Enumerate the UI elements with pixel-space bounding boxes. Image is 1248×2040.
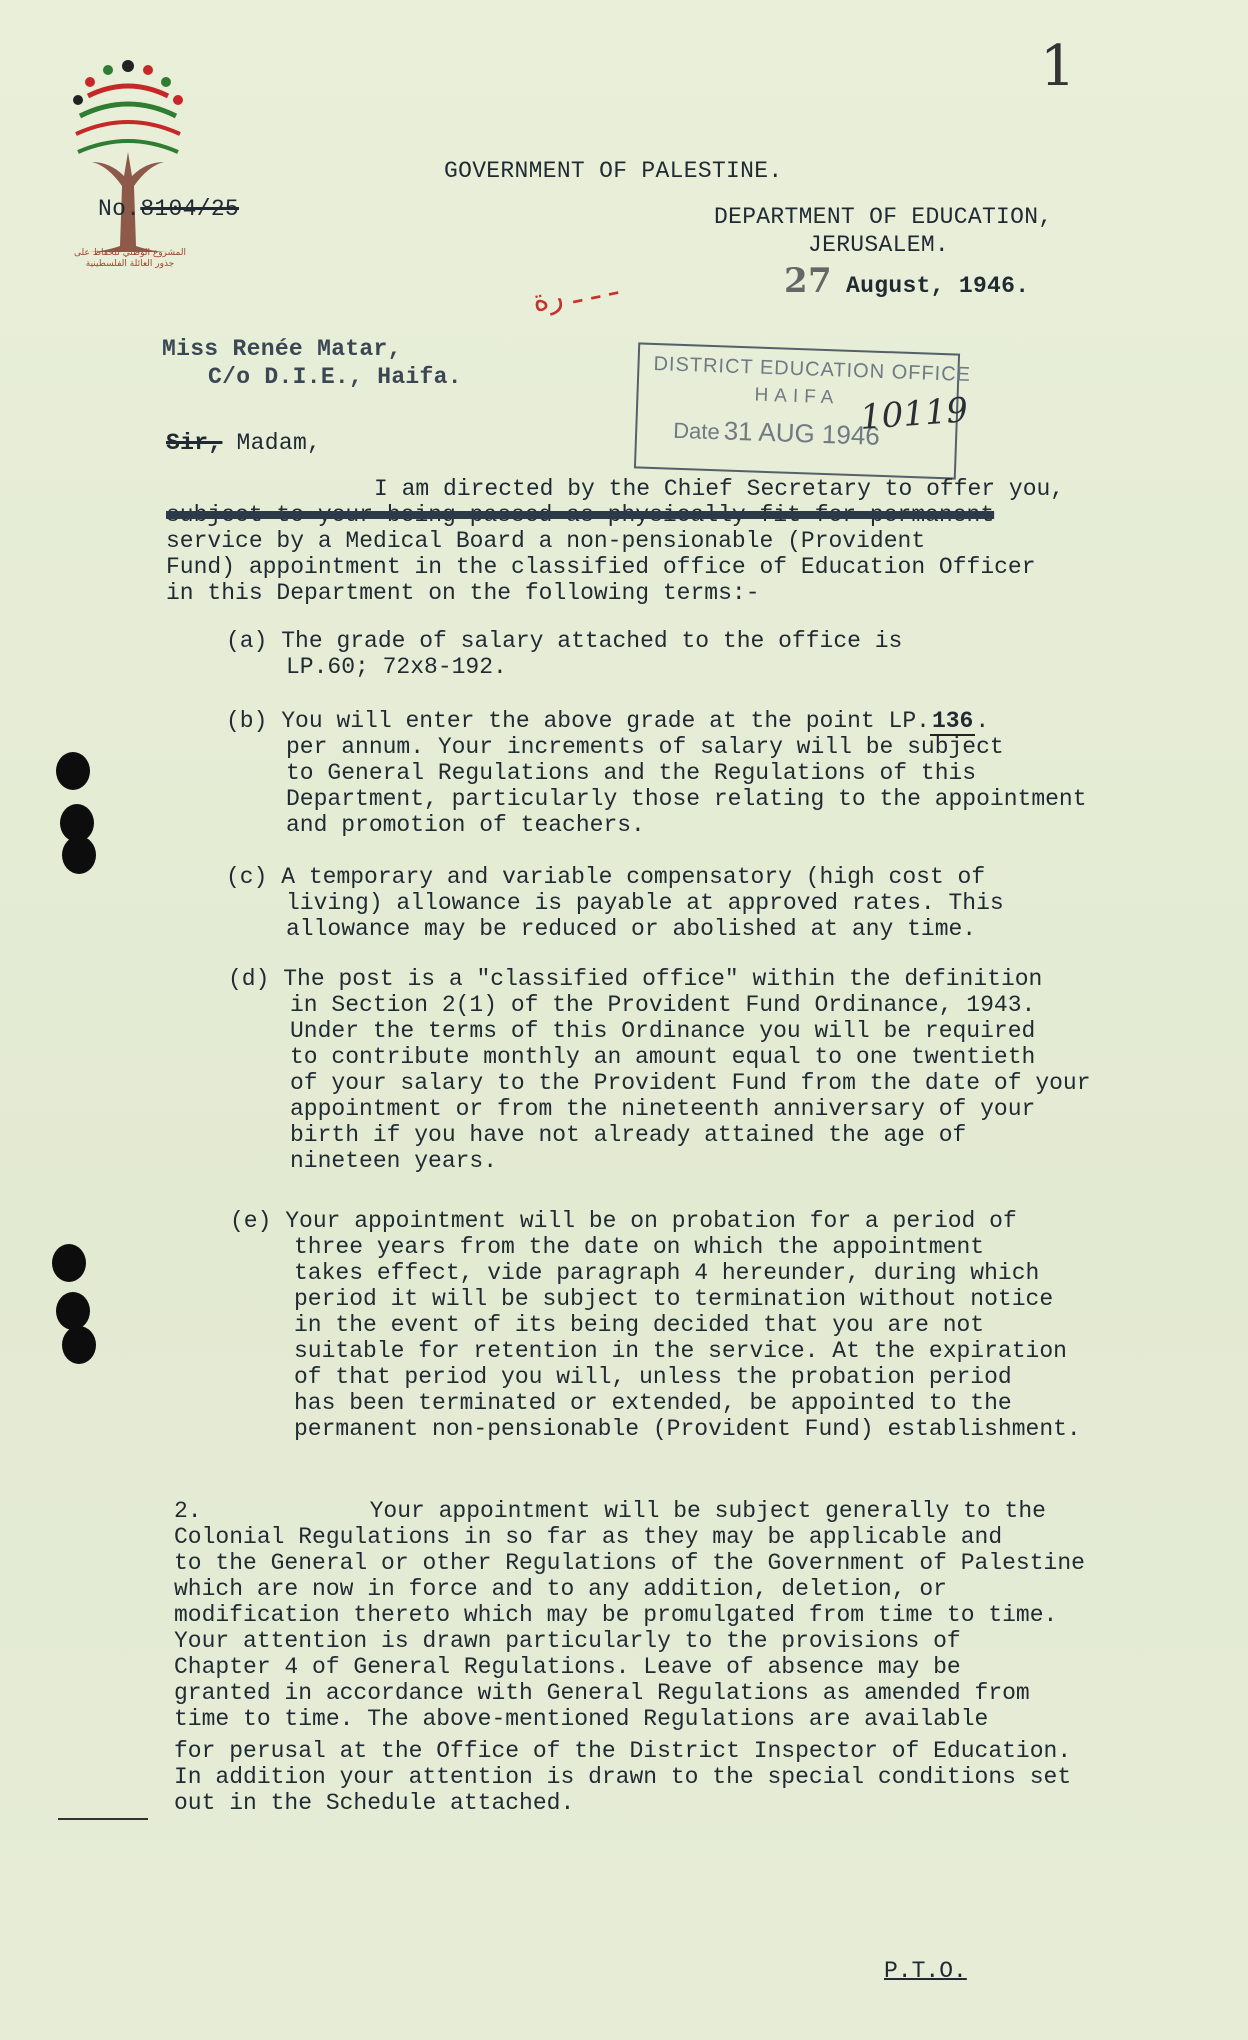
term-e-line: suitable for retention in the service. At the expiration: [294, 1338, 1067, 1364]
term-c-line: [226, 864, 1004, 890]
term-b-line: per annum. Your increments of salary will be subject: [286, 734, 1004, 760]
paragraph-2-opening: Your appointment will be subject generally to the: [369, 1498, 1046, 1524]
punch-hole: [56, 752, 90, 790]
term-d-line: of your salary to the Provident Fund from the date of your: [290, 1070, 1091, 1096]
please-turn-over: P.T.O.: [884, 1958, 967, 1984]
paragraph-2-first-line: [174, 1498, 1085, 1524]
reference-label: No.: [98, 196, 141, 222]
term-d-label: (d): [228, 966, 270, 992]
paragraph-2-line: time to time. The above-mentioned Regulations are available: [174, 1706, 989, 1732]
term-e-label: (e): [230, 1208, 272, 1234]
term-b: [226, 708, 1087, 838]
logo-caption-line2: جذور العائلة الفلسطينية: [85, 259, 175, 269]
stamp-office: DISTRICT EDUCATION OFFICE: [653, 352, 972, 387]
term-c-line: allowance may be reduced or abolished at any time.: [286, 916, 977, 942]
term-d-line: [228, 966, 1091, 992]
stamp-date-label: Date: [672, 417, 721, 445]
term-a: [226, 628, 902, 680]
salutation: [166, 430, 321, 456]
paragraph-2-line: In addition your attention is drawn to the special conditions set: [174, 1764, 1072, 1790]
salutation-crossed: Sir,: [166, 430, 223, 456]
term-d-line: to contribute monthly an amount equal to one twentieth: [290, 1044, 1036, 1070]
term-d: [228, 966, 1091, 1174]
term-d-line: Under the terms of this Ordinance you will be required: [290, 1018, 1036, 1044]
paragraph-2-line: modification thereto which may be promulgated from time to time.: [174, 1602, 1058, 1628]
government-heading: GOVERNMENT OF PALESTINE.: [444, 158, 783, 184]
term-a-label: (a): [226, 628, 268, 654]
term-e-line: permanent non-pensionable (Provident Fund) establishment.: [294, 1416, 1081, 1442]
logo-caption-line1: المشروع الوطني للحفاظ على: [73, 248, 186, 258]
term-b-line: to General Regulations and the Regulations of this: [286, 760, 977, 786]
term-d-text: The post is a "classified office" within the definition: [283, 966, 1043, 992]
red-arabic-annotation: ـ ـ ـ رة: [529, 267, 620, 320]
term-d-line: birth if you have not already attained the age of: [290, 1122, 967, 1148]
paragraph-2-number: 2.: [174, 1498, 202, 1524]
term-c-label: (c): [226, 864, 268, 890]
term-d-line: nineteen years.: [290, 1148, 498, 1174]
punch-hole: [52, 1244, 86, 1282]
term-b-prefix: You will enter the above grade at the point LP.: [281, 708, 930, 734]
term-e: [230, 1208, 1081, 1442]
paragraph-2-line: for perusal at the Office of the District Inspector of Education.: [174, 1738, 1072, 1764]
term-e-line: period it will be subject to termination without notice: [294, 1286, 1054, 1312]
paragraph-2-line: out in the Schedule attached.: [174, 1790, 575, 1816]
term-e-line: [230, 1208, 1081, 1234]
intro-line: I am directed by the Chief Secretary to offer you,: [374, 476, 1065, 502]
paragraph-2-line: to the General or other Regulations of the Government of Palestine: [174, 1550, 1085, 1576]
term-c-line: living) allowance is payable at approved rates. This: [286, 890, 1004, 916]
punch-hole: [62, 1326, 96, 1364]
term-e-text: Your appointment will be on probation for a period of: [285, 1208, 1017, 1234]
term-a-line: [226, 628, 902, 654]
term-a-line: LP.60; 72x8-192.: [286, 654, 507, 680]
term-c-text: A temporary and variable compensatory (high cost of: [281, 864, 986, 890]
paragraph-2-line: granted in accordance with General Regulations as amended from: [174, 1680, 1030, 1706]
paragraph-2-line: which are now in force and to any addition, deletion, or: [174, 1576, 947, 1602]
intro-line: in this Department on the following terms:-: [166, 580, 760, 606]
term-e-line: takes effect, vide paragraph 4 hereunder, during which: [294, 1260, 1040, 1286]
term-b-suffix: .: [975, 708, 990, 734]
term-c: [226, 864, 1004, 942]
punch-hole: [56, 1292, 90, 1330]
reference-value: 8104/25: [140, 196, 240, 222]
term-b-label: (b): [226, 708, 268, 734]
stamp-date: [673, 414, 881, 452]
tree-figures: [73, 60, 183, 152]
addressee-address: C/o D.I.E., Haifa.: [208, 364, 462, 390]
letter-date: [784, 261, 1030, 301]
margin-rule: [58, 1818, 148, 1820]
stamp-city: HAIFA: [754, 384, 840, 409]
intro-line-struck: subject to your being passed as physically fit for permanent: [166, 502, 995, 528]
salutation-text: Madam,: [236, 430, 322, 456]
punch-hole: [62, 836, 96, 874]
term-e-line: of that period you will, unless the probation period: [294, 1364, 1012, 1390]
term-d-line: appointment or from the nineteenth anniversary of your: [290, 1096, 1036, 1122]
intro-paragraph: [166, 476, 1064, 606]
stamp-registration-number: 10119: [858, 390, 970, 438]
intro-line-struck: service by a Medical Board a non-pensionable (Provident: [166, 528, 926, 554]
paragraph-2-line: Your attention is drawn particularly to the provisions of: [174, 1628, 961, 1654]
family-tree-logo: [58, 56, 198, 276]
date-day-handwritten: 27: [784, 261, 832, 301]
term-e-line: in the event of its being decided that you are not: [294, 1312, 985, 1338]
term-b-line: and promotion of teachers.: [286, 812, 645, 838]
department-heading: DEPARTMENT OF EDUCATION,: [714, 204, 1053, 230]
intro-line-struck: [166, 528, 1064, 554]
paragraph-2-line: Colonial Regulations in so far as they may be applicable and: [174, 1524, 1003, 1550]
intro-line: Fund) appointment in the classified office of Education Officer: [166, 554, 1036, 580]
term-e-line: has been terminated or extended, be appointed to the: [294, 1390, 1012, 1416]
term-a-text: The grade of salary attached to the office is: [281, 628, 903, 654]
corner-page-mark: 1: [1040, 34, 1076, 99]
paragraph-2-line: Chapter 4 of General Regulations. Leave of absence may be: [174, 1654, 961, 1680]
reference-number: [98, 196, 239, 222]
term-b-line: Department, particularly those relating to the appointment: [286, 786, 1087, 812]
stamp-date-value: 31 AUG 1946: [723, 415, 881, 451]
paragraph-2: [174, 1498, 1085, 1816]
district-education-office-stamp: [634, 342, 972, 479]
term-b-amount: 136: [931, 708, 974, 734]
term-d-line: in Section 2(1) of the Provident Fund Ordinance, 1943.: [290, 992, 1036, 1018]
date-text: August, 1946.: [846, 273, 1030, 299]
term-e-line: three years from the date on which the appointment: [294, 1234, 985, 1260]
term-b-line: [226, 708, 1087, 734]
logo-caption: [62, 248, 198, 270]
department-city: JERUSALEM.: [808, 232, 950, 258]
addressee-name: Miss Renée Matar,: [162, 336, 402, 362]
